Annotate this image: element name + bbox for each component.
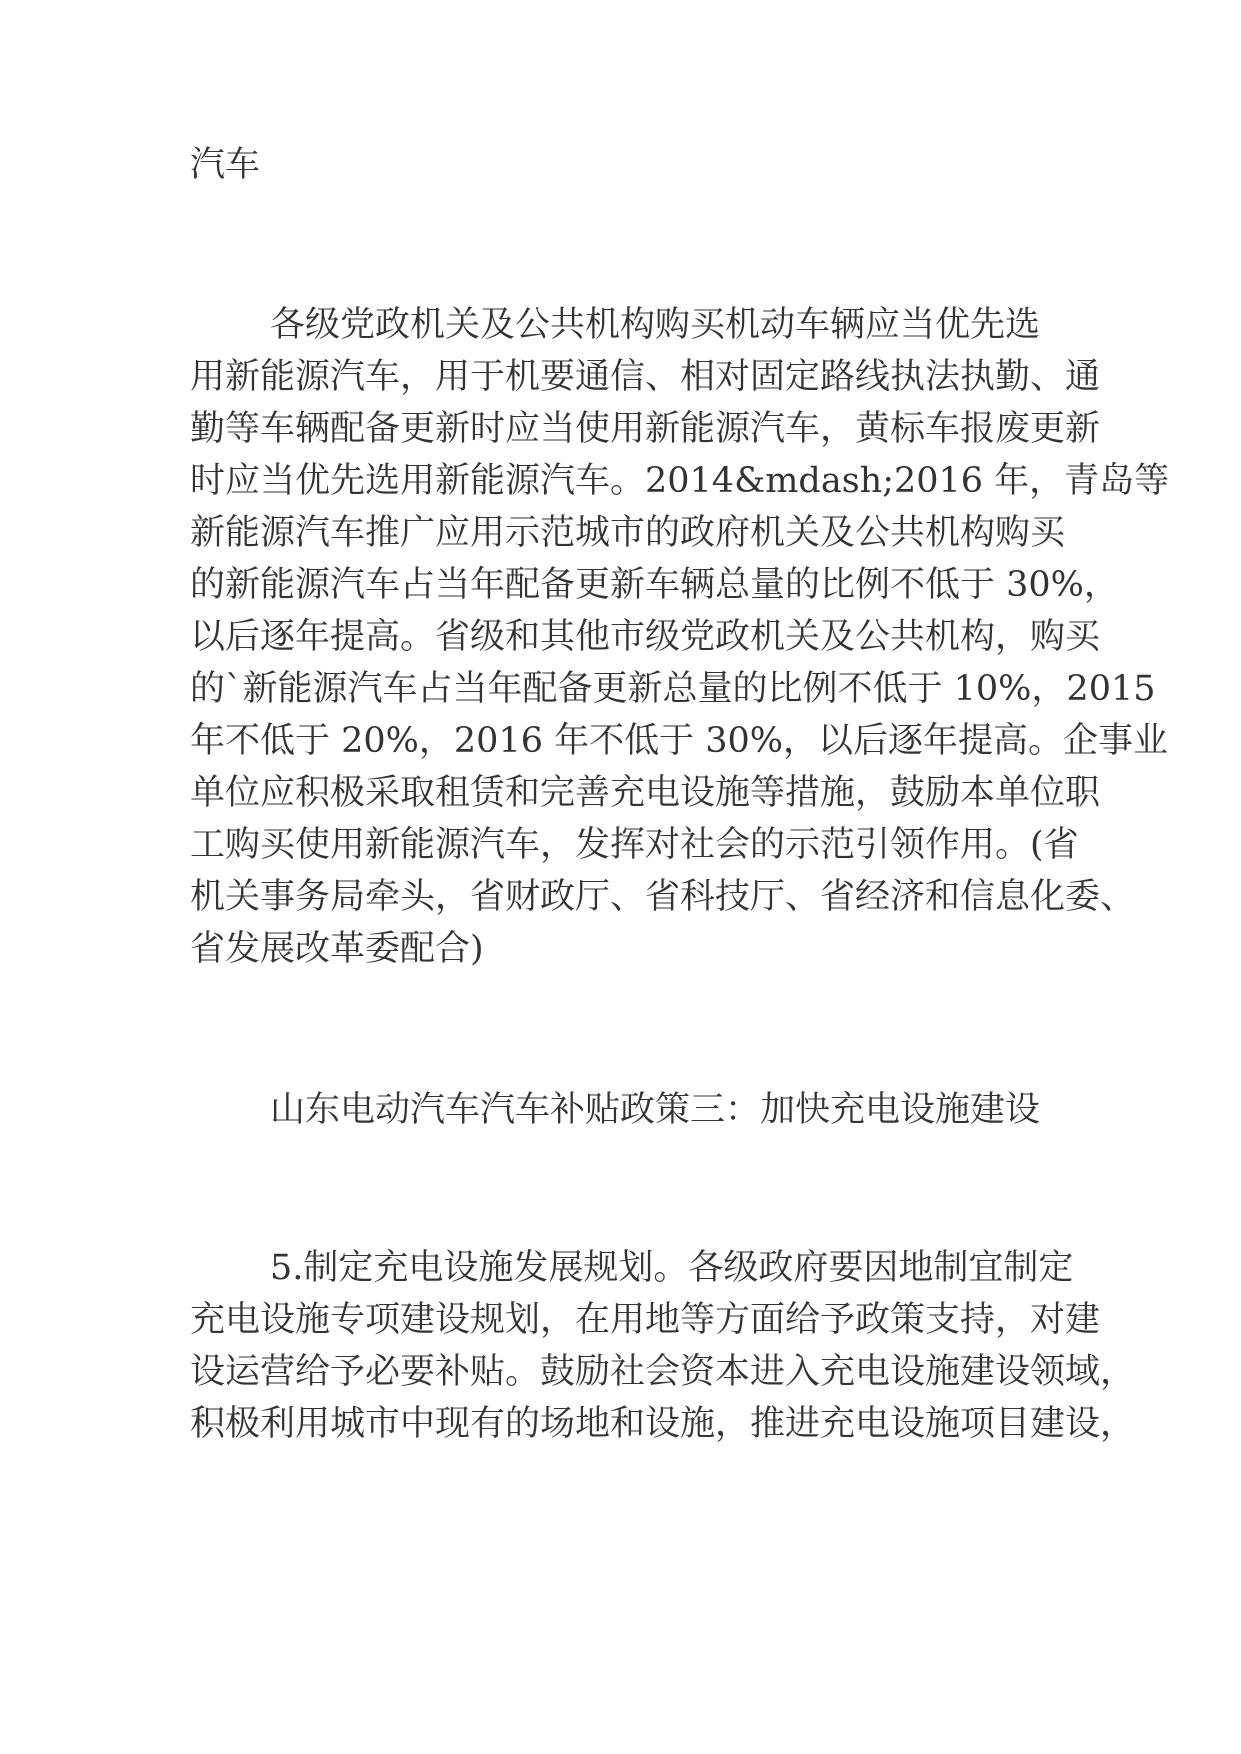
paragraph-line: 设运营给予必要补贴。鼓励社会资本进入充电设施建设领域，	[190, 1352, 1136, 1392]
paragraph-line: 年不低于 20%，2016 年不低于 30%，以后逐年提高。企事业	[190, 721, 1169, 761]
paragraph-line: 勤等车辆配备更新时应当使用新能源汽车，黄标车报废更新	[190, 409, 1101, 449]
paragraph-line: 单位应积极采取租赁和完善充电设施等措施，鼓励本单位职	[190, 773, 1101, 813]
paragraph-line: 各级党政机关及公共机构购买机动车辆应当优先选	[270, 305, 1041, 345]
paragraph-line: 机关事务局牵头，省财政厅、省科技厅、省经济和信息化委、	[190, 877, 1136, 917]
paragraph-line: 省发展改革委配合)	[190, 929, 484, 969]
paragraph-line: 时应当优先选用新能源汽车。2014&mdash;2016 年，青岛等	[190, 461, 1170, 501]
paragraph-line: 充电设施专项建设规划，在用地等方面给予政策支持，对建	[190, 1300, 1101, 1340]
paragraph-line: 积极利用城市中现有的场地和设施，推进充电设施项目建设，	[190, 1404, 1136, 1444]
paragraph-line: 工购买使用新能源汽车，发挥对社会的示范引领作用。(省	[190, 825, 1079, 865]
paragraph-line: 新能源汽车推广应用示范城市的政府机关及公共机构购买	[190, 513, 1066, 553]
paragraph-line: 5.制定充电设施发展规划。各级政府要因地制宜制定	[270, 1248, 1074, 1288]
section-heading: 山东电动汽车汽车补贴政策三：加快充电设施建设	[270, 1090, 1041, 1130]
paragraph-line: 的新能源汽车占当年配备更新车辆总量的比例不低于 30%，	[190, 565, 1119, 605]
paragraph-line: 的`新能源汽车占当年配备更新总量的比例不低于 10%，2015	[190, 669, 1156, 709]
paragraph-line: 以后逐年提高。省级和其他市级党政机关及公共机构，购买	[190, 617, 1101, 657]
top-fragment-text: 汽车	[190, 145, 261, 185]
paragraph-line: 用新能源汽车，用于机要通信、相对固定路线执法执勤、通	[190, 357, 1101, 397]
